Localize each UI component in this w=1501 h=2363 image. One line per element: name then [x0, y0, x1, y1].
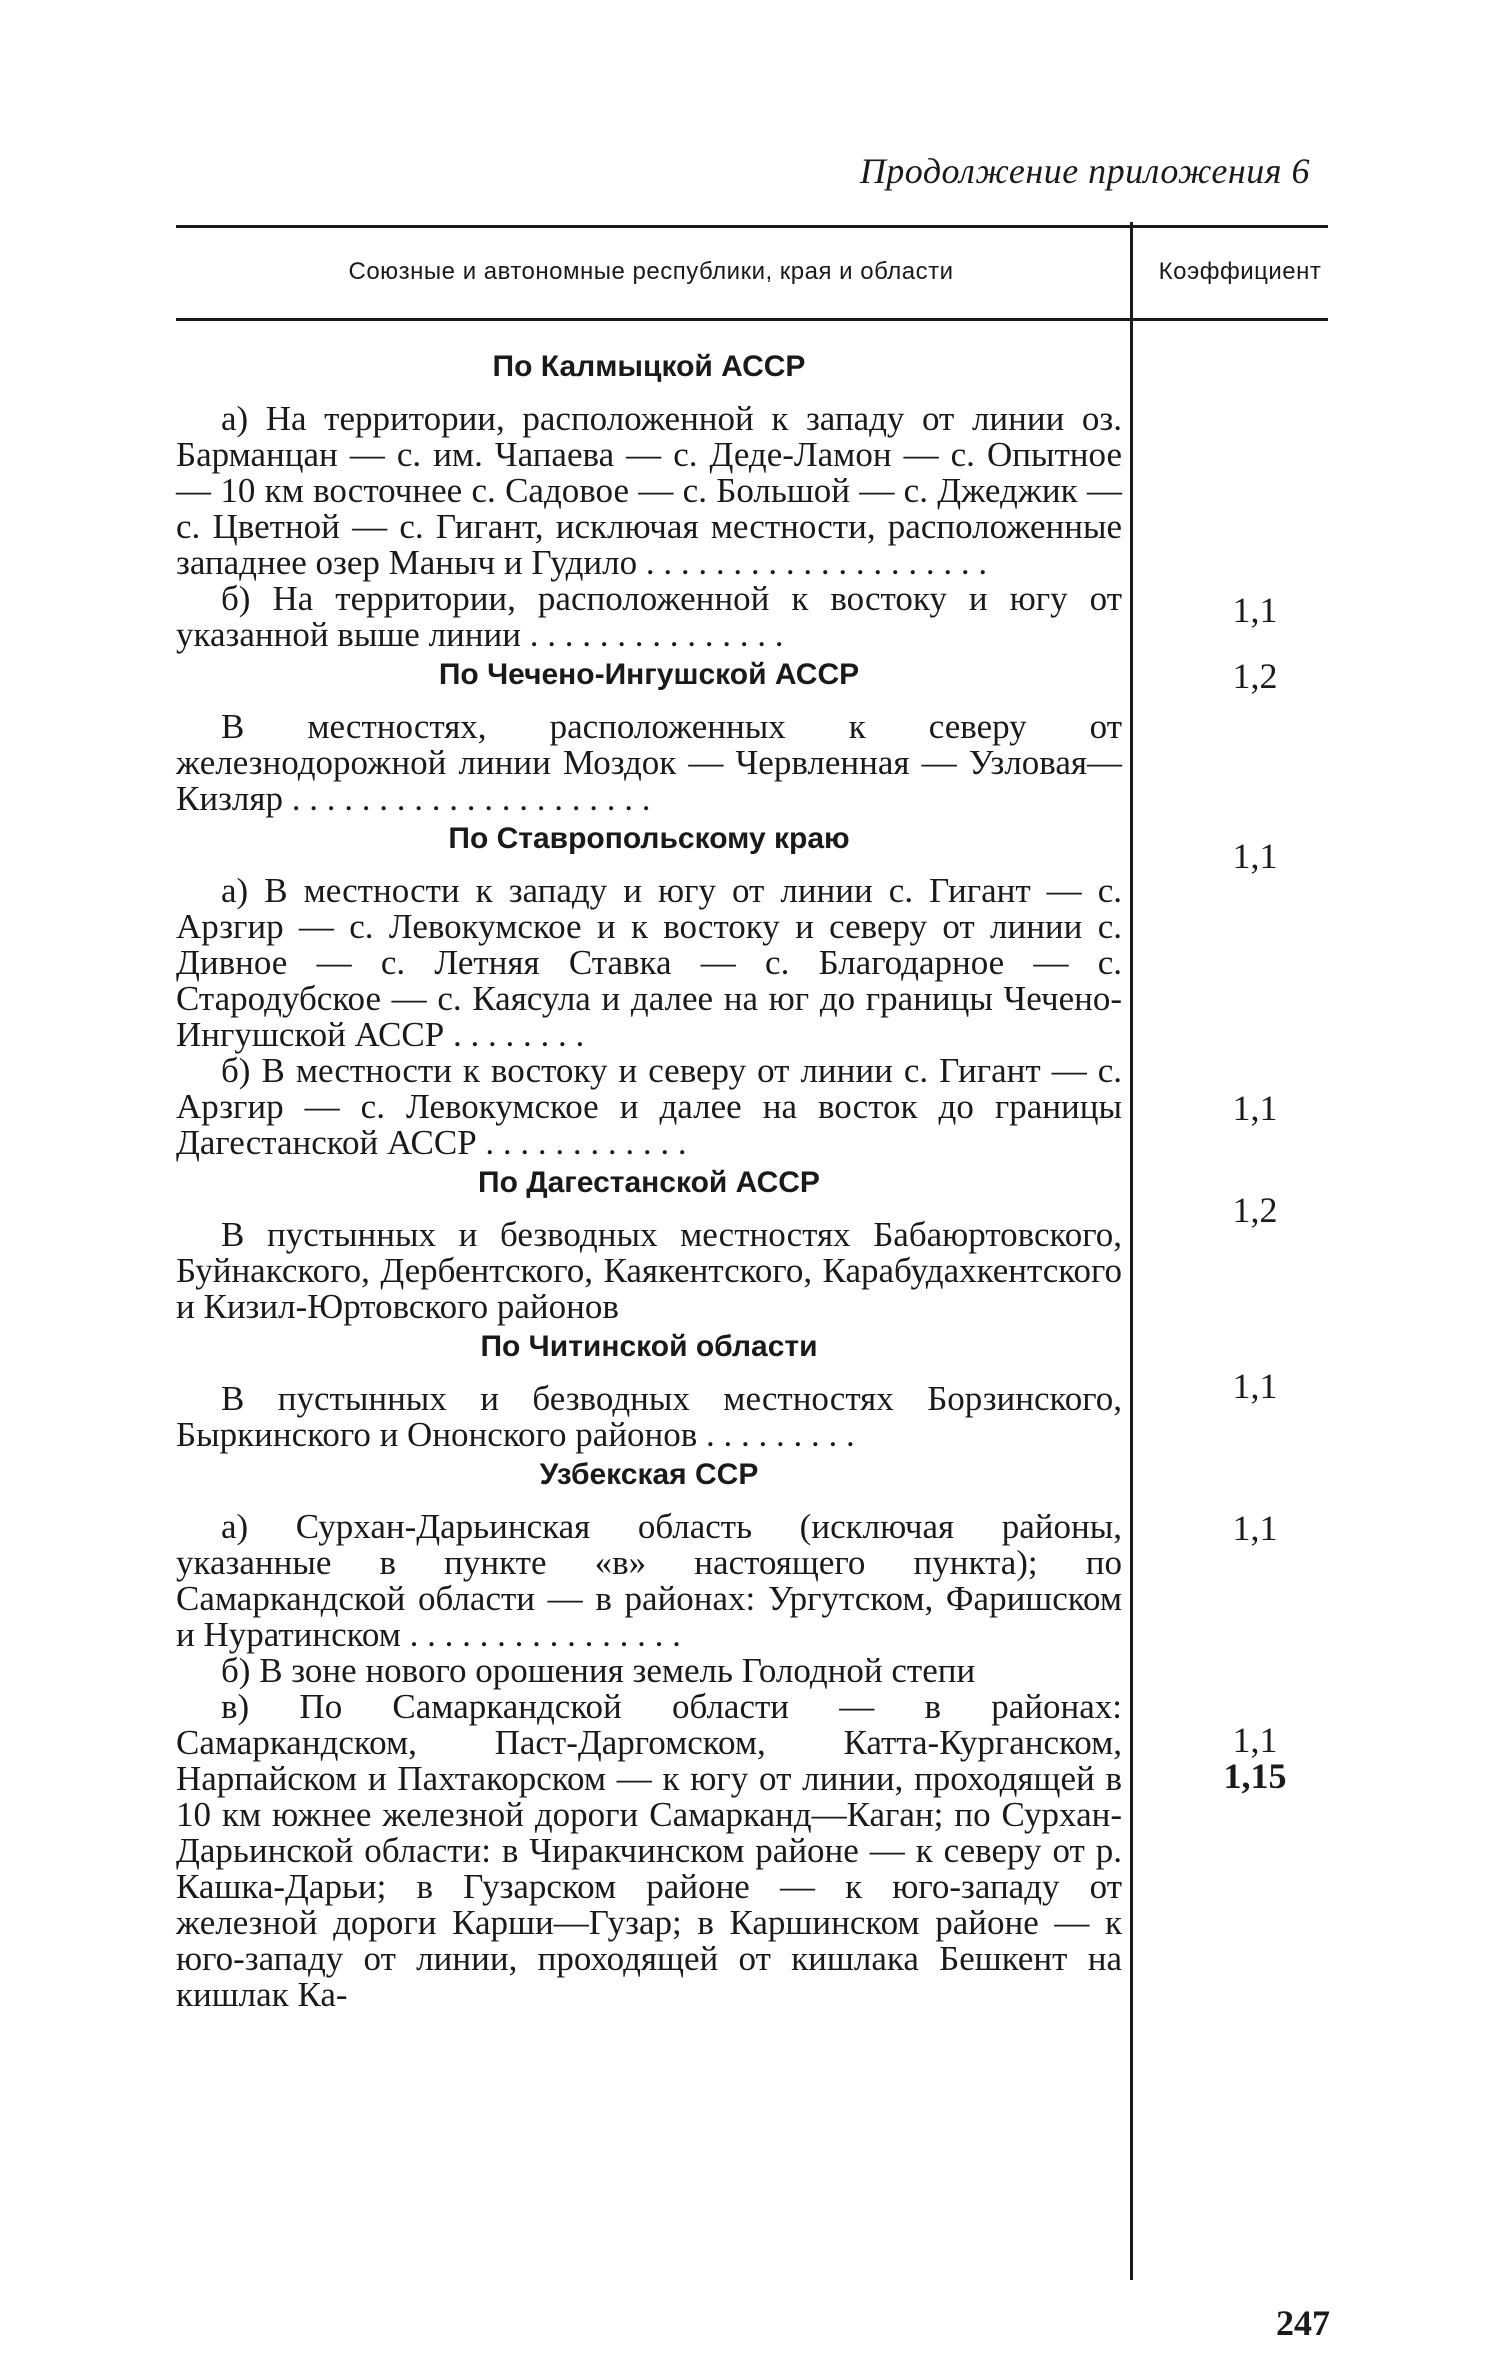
entry-kalmyk-b: [176, 581, 1122, 653]
column-header-regions: Союзные и автономные республики, края и области: [348, 258, 954, 285]
coefficient-kalmyk-a: 1,1: [1232, 590, 1278, 630]
entry-text: а) В местности к западу и югу от линии с. Гигант — с. Арзгир — с. Левокумское и к востоку и северу от линии с. Дивное — с. Летняя Ставка — с. Благодарное — с. Стародубское — с. Каясула и далее на юг до границы Чечено-Ингушской АССР . . . . . . . .: [176, 871, 1122, 1054]
entry-text: а) Сурхан-Дарьинская область (исключая районы, указанные в пункте «в» настоящего пункта); по Самаркандской области — в районах: Ургутском, Фаришском и Нуратинском . . . . . . . . . . . . . . . .: [176, 1507, 1122, 1654]
entry-uzbek-c: [176, 1689, 1122, 2013]
column-divider: [1130, 222, 1133, 2280]
entry-text: В пустынных и безводных местностях Бабаюртовского, Буйнакского, Дербентского, Каякентского, Карабудахкентского и Кизил-Юртовского районов: [176, 1215, 1122, 1326]
page-number: 247: [1276, 2303, 1330, 2343]
entry-text: в) По Самаркандской области — в районах: Самаркандском, Паст-Даргомском, Катта-Курганском, Нарпайском и Пахтакорском — к югу от линии, проходящей в 10 км южнее железной дороги Самарканд—Каган; по Сурхан-Дарьинской области: в Чиракчинском районе — к северу от р. Кашка-Дарьи; в Гузарском районе — к юго-западу от железной дороги Карши—Гузар; в Каршинском районе — к юго-западу от линии, проходящей от кишлака Бешкент на кишлак Ка-: [176, 1687, 1122, 2014]
entry-uzbek-a: [176, 1509, 1122, 1653]
entry-stavropol-a: [176, 873, 1122, 1053]
section-title-dagestan: По Дагестанской АССР: [478, 1166, 820, 1199]
entry-chechen-ingush: [176, 709, 1122, 817]
section-title-stavropol: По Ставропольскому краю: [448, 822, 850, 855]
running-head: Продолжение приложения 6: [859, 151, 1310, 191]
entry-uzbek-b: [176, 1653, 1122, 1689]
coefficient-stavropol-b: 1,2: [1232, 1190, 1278, 1230]
section-title-kalmyk: По Калмыцкой АССР: [492, 350, 806, 383]
entry-text: а) На территории, расположенной к западу от линии оз. Барманцан — с. им. Чапаева — с. Деде-Ламон — с. Опытное — 10 км восточнее с. Садовое — с. Большой — с. Джеджик — с. Цветной — с. Гигант, исключая местности, расположенные западнее озер Маныч и Гудило . . . . . . . . . . . . . . . . . . . .: [176, 399, 1122, 582]
entry-text: б) На территории, расположенной к востоку и югу от указанной выше линии . . . . . . . . . . . . . . .: [176, 579, 1122, 654]
entry-chita: [176, 1381, 1122, 1453]
column-header-coefficient: Коэффициент: [1158, 258, 1322, 285]
coefficient-chita: 1,1: [1232, 1508, 1278, 1548]
entry-text: В местностях, расположенных к северу от железнодорожной линии Моздок — Червленная — Узловая—Кизляр . . . . . . . . . . . . . . . . . . . . .: [176, 707, 1122, 818]
section-title-chita: По Читинской области: [480, 1330, 818, 1363]
entry-dagestan: [176, 1217, 1122, 1325]
coefficient-uzbek-b: 1,15: [1223, 1756, 1287, 1796]
table-top-rule: [176, 225, 1328, 228]
coefficient-stavropol-a: 1,1: [1232, 1088, 1278, 1128]
section-title-uzbek: Узбекская ССР: [539, 1458, 759, 1491]
coefficient-chechen-ingush: 1,1: [1232, 836, 1278, 876]
entry-text: б) В местности к востоку и северу от линии с. Гигант — с. Арзгир — с. Левокумское и далее на восток до границы Дагестанской АССР . . . . . . . . . . . .: [176, 1051, 1122, 1162]
coefficient-dagestan: 1,1: [1232, 1366, 1278, 1406]
regions-column: [176, 345, 1122, 2013]
coefficient-kalmyk-b: 1,2: [1232, 656, 1278, 696]
table-header-rule: [176, 318, 1328, 321]
section-title-chechen-ingush: По Чечено-Ингушской АССР: [438, 658, 860, 691]
coefficient-uzbek-a: 1,1: [1232, 1720, 1278, 1760]
entry-text: В пустынных и безводных местностях Борзинского, Быркинского и Ононского районов . . . . . . . . .: [176, 1379, 1122, 1454]
entry-text: б) В зоне нового орошения земель Голодной степи: [221, 1651, 976, 1690]
entry-kalmyk-a: [176, 401, 1122, 581]
entry-stavropol-b: [176, 1053, 1122, 1161]
